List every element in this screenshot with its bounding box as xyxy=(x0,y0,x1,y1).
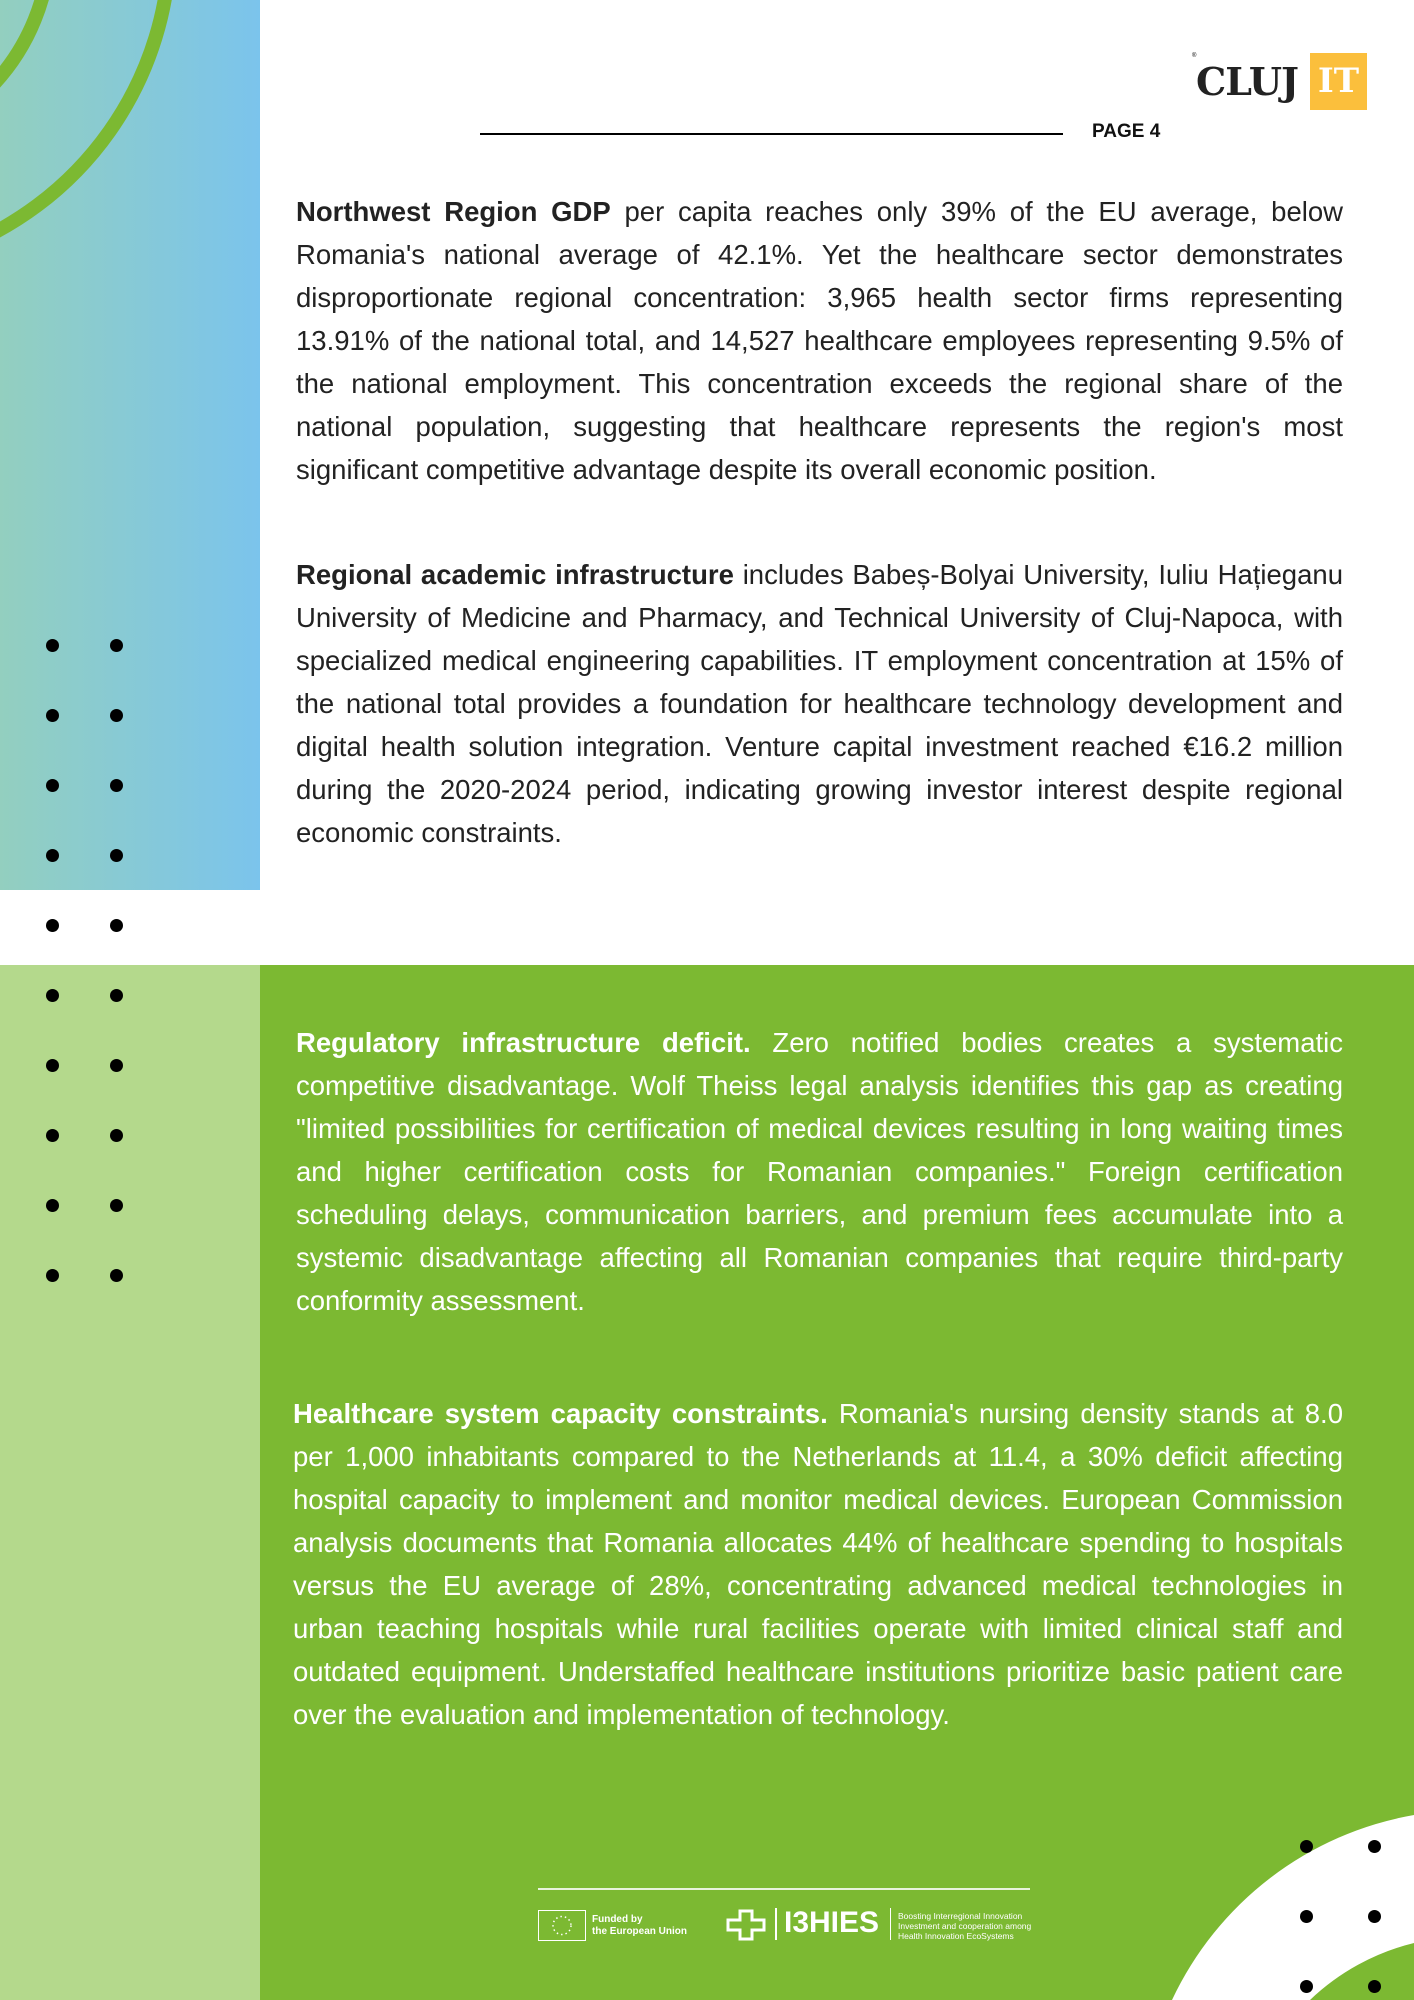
i3hies-logo: I3HIES xyxy=(784,1906,880,1939)
decorative-dot xyxy=(46,849,59,862)
i3hies-tagline: Boosting Interregional Innovation Investment and cooperation among Health Innovation EcoSystems xyxy=(898,1911,1032,1941)
decorative-dot xyxy=(46,1269,59,1282)
decorative-dot xyxy=(46,779,59,792)
decorative-dot xyxy=(46,1059,59,1072)
footer-divider xyxy=(890,1908,891,1940)
decorative-dot xyxy=(1368,1980,1381,1993)
cluj-it-logo xyxy=(1192,53,1367,110)
paragraph-academic: Regional academic infrastructure includes Babeș-Bolyai University, Iuliu Hațieganu University of Medicine and Pharmacy, and Technical University of Cluj-Napoca, with specialized medical engineering capabilities. IT employment concentration at 15% of the national total provides a foundation for healthcare technology development and digital health solution integration. Venture capital investment reached €16.2 million during the 2020-2024 period, indicating growing investor interest despite regional economic constraints. xyxy=(296,559,1343,848)
decorative-dot xyxy=(110,849,123,862)
decorative-dot xyxy=(1300,1980,1313,1993)
decorative-dot xyxy=(46,919,59,932)
decorative-dot xyxy=(110,1129,123,1142)
footer-rule xyxy=(538,1888,1030,1890)
paragraph-healthcare-capacity: Healthcare system capacity constraints. Romania's nursing density stands at 8.0 per 1,000 inhabitants compared to the Netherlands at 11.4, a 30% deficit affecting hospital capacity to implement and monitor medical devices. European Commission analysis documents that Romania allocates 44% of healthcare spending to hospitals versus the EU average of 28%, concentrating advanced medical technologies in urban teaching hospitals while rural facilities operate with limited clinical staff and outdated equipment. Understaffed healthcare institutions prioritize basic patient care over the evaluation and implementation of technology. xyxy=(293,1398,1343,1730)
logo-badge: IT xyxy=(1310,53,1367,110)
decorative-dot xyxy=(110,709,123,722)
decorative-dot xyxy=(110,919,123,932)
decorative-dot xyxy=(110,639,123,652)
eu-funding-label: Funded by the European Union xyxy=(592,1914,687,1937)
decorative-dot xyxy=(1300,1910,1313,1923)
decorative-dot xyxy=(110,989,123,1002)
paragraph-gdp: Northwest Region GDP per capita reaches only 39% of the EU average, below Romania's national average of 42.1%. Yet the healthcare sector demonstrates disproportionate regional concentration: 3,965 health sector firms representing 13.91% of the national total, and 14,527 healthcare employees representing 9.5% of the national employment. This concentration exceeds the regional share of the national population, suggesting that healthcare represents the region's most significant competitive advantage despite its overall economic position. xyxy=(296,196,1344,485)
decorative-dot xyxy=(46,1129,59,1142)
eu-flag-icon xyxy=(538,1910,586,1941)
decorative-dot xyxy=(46,639,59,652)
page-number: PAGE 4 xyxy=(1092,121,1161,142)
decorative-dot xyxy=(1368,1840,1381,1853)
decorative-dot xyxy=(1368,1910,1381,1923)
decorative-blue-strip xyxy=(0,0,260,890)
footer-divider xyxy=(775,1908,777,1940)
decorative-dot xyxy=(46,1199,59,1212)
decorative-dot xyxy=(110,779,123,792)
decorative-dot xyxy=(110,1059,123,1072)
decorative-light-green-strip xyxy=(0,965,260,2000)
decorative-dot xyxy=(110,1199,123,1212)
paragraph-regulatory: Regulatory infrastructure deficit. Zero notified bodies creates a systematic competitive disadvantage. Wolf Theiss legal analysis identifies this gap as creating "limited possibilities for certification of medical devices resulting in long waiting times and higher certification costs for Romanian companies." Foreign certification scheduling delays, communication barriers, and premium fees accumulate into a systemic disadvantage affecting all Romanian companies that require third-party conformity assessment. xyxy=(296,1027,1343,1316)
logo-wordmark: CLUJ xyxy=(1196,59,1299,104)
decorative-dot xyxy=(110,1269,123,1282)
header-rule xyxy=(480,133,1063,135)
decorative-dot xyxy=(1300,1840,1313,1853)
decorative-dot xyxy=(46,989,59,1002)
registered-mark: ® xyxy=(1192,53,1197,59)
decorative-arcs xyxy=(0,0,260,890)
decorative-dot xyxy=(46,709,59,722)
i3hies-cross-icon xyxy=(724,1907,768,1941)
